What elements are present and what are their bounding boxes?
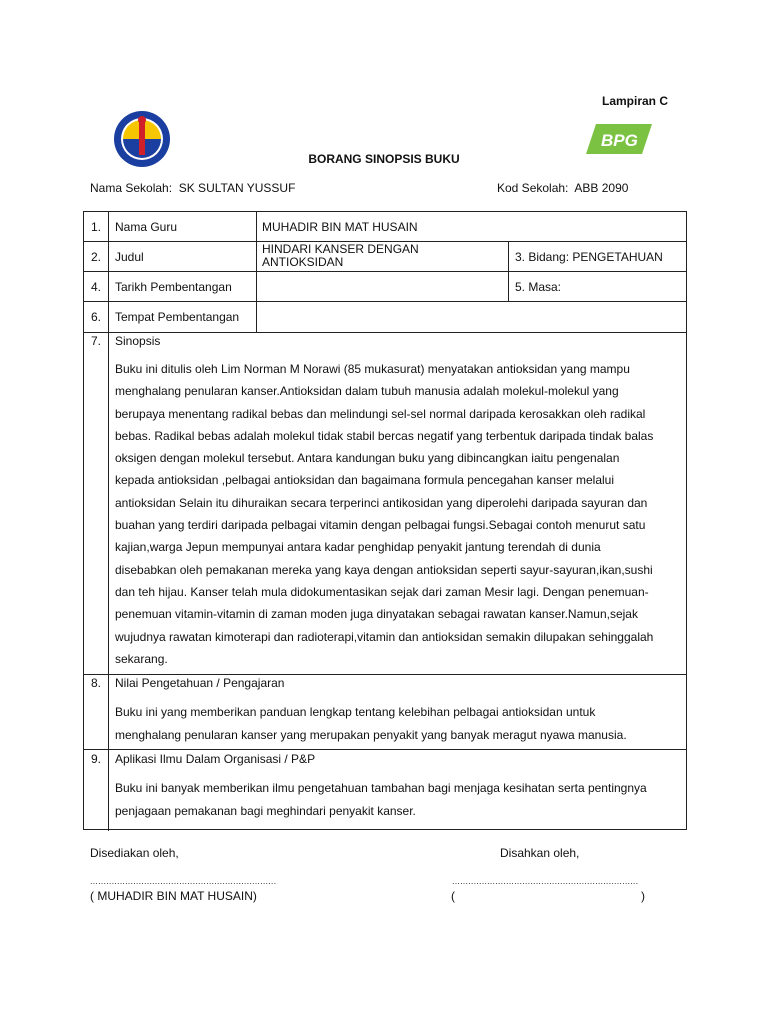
synopsis-line: Buku ini ditulis oleh Lim Norman M Norawi (85 mukasurat) menyatakan antioksidan yang mampu: [115, 362, 630, 376]
row-6-number: 6.: [91, 310, 102, 324]
synopsis-line: antioksidan Selain itu dihuraikan secara terperinci antikosidan yang diperolehi daripada sayuran dan: [115, 495, 648, 510]
teacher-name-value: MUHADIR BIN MAT HUSAIN: [262, 220, 418, 234]
synopsis-line: oksigen dengan molekul tersebut. Antara kandungan buku yang dibincangkan iaitu pengenalan: [115, 451, 620, 466]
approved-by-label: Disahkan oleh,: [500, 846, 580, 860]
prepared-by-name: ( MUHADIR BIN MAT HUSAIN): [90, 889, 257, 903]
application-line: penjagaan pemakanan bagi meghindari penyakit kanser.: [115, 803, 416, 818]
school-value: SK SULTAN YUSSUF: [178, 181, 296, 195]
code-value: ABB 2090: [574, 181, 629, 195]
school-name: [90, 181, 295, 195]
school-code: [497, 181, 628, 195]
lampiran-label: Lampiran C: [602, 94, 669, 108]
lesson-line: menghalang penularan kanser yang merupakan penyakit yang banyak meragut nyawa manusia.: [115, 727, 627, 742]
school-label: Nama Sekolah:: [90, 181, 173, 195]
form-title: BORANG SINOPSIS BUKU: [308, 152, 460, 166]
synopsis-line: kajian,warga Jepun mempunyai antara kadar penghidap penyakit jantung terendah di dunia: [115, 540, 601, 555]
synopsis-line: kepada antioksidan ,pelbagai antioksidan dan bagaimana formula pencegahan kanser melalui: [115, 473, 615, 488]
lesson-line: Buku ini yang memberikan panduan lengkap tentang kelebihan pelbagai antioksidan untuk: [115, 705, 596, 719]
code-label: Kod Sekolah:: [497, 181, 569, 195]
row-8-label: Nilai Pengetahuan / Pengajaran: [115, 676, 285, 690]
lesson-value-text: [115, 701, 682, 746]
title-value-line-1: HINDARI KANSER DENGAN: [262, 242, 419, 256]
row-1-label: Nama Guru: [115, 220, 178, 234]
application-text: [115, 777, 682, 822]
synopsis-line: wujudnya rawatan kimoterapi dan radioterapi,vitamin dan antioksidan semakin dilupakan sehinggalah: [115, 629, 654, 644]
row-2-label: Judul: [115, 250, 144, 264]
synopsis-line: disebabkan oleh pemakanan mereka yang kaya dengan antioksidan seperti sayur-sayuran,ikan,sushi: [115, 562, 653, 577]
row-6-label: Tempat Pembentangan: [115, 310, 240, 324]
row-1-number: 1.: [91, 220, 102, 234]
prepared-by-label: Disediakan oleh,: [90, 846, 179, 860]
synopsis-form-table: [83, 211, 687, 830]
approved-name-open: (: [451, 889, 455, 903]
synopsis-line: sekarang.: [115, 651, 168, 666]
synopsis-line: buahan yang terdiri daripada pelbagai vitamin dengan pelbagai fungsi.Sebagai contoh menurut satu: [115, 518, 646, 533]
synopsis-line: dan teh hijau. Kanser telah mula didokumentasikan sejak dari zaman Mesir lagi. Dengan penemuan-: [115, 584, 649, 599]
synopsis-line: penemuan vitamin-vitamin di zaman moden juga dinyatakan sebagai rawatan kanser.Namun,sejak: [115, 607, 638, 622]
row-7-number: 7.: [91, 334, 102, 348]
synopsis-text: [115, 358, 682, 670]
row-4-label: Tarikh Pembentangan: [115, 280, 232, 294]
approved-signature-line: .....................................................................: [452, 876, 639, 886]
row-4-number: 4.: [91, 280, 102, 294]
synopsis-line: bebas. Radikal bebas adalah molekul tidak stabil bercas negatif yang terbentuk daripada tindak balas: [115, 428, 654, 443]
row-7-label: Sinopsis: [115, 334, 161, 348]
prepared-signature-line: .....................................................................: [90, 876, 277, 886]
approved-name-close: ): [641, 889, 645, 903]
row-2-number: 2.: [91, 250, 102, 264]
row-8-number: 8.: [91, 676, 102, 690]
row-9-label: Aplikasi Ilmu Dalam Organisasi / P&P: [115, 752, 316, 766]
title-value-line-2: ANTIOKSIDAN: [262, 255, 344, 269]
synopsis-line: menghalang penularan kanser.Antioksidan dalam tubuh manusia adalah molekul-molekul yang: [115, 384, 619, 399]
synopsis-line: berupaya menentang radikal bebas dan melindungi sel-sel normal daripada kerosakkan oleh radikal: [115, 406, 646, 421]
row-9-number: 9.: [91, 752, 102, 766]
field-area-label: 3. Bidang: PENGETAHUAN: [515, 250, 663, 264]
time-label: 5. Masa:: [515, 280, 562, 294]
application-line: Buku ini banyak memberikan ilmu pengetahuan tambahan bagi menjaga kesihatan serta pentingnya: [115, 781, 647, 795]
svg-text:BPG: BPG: [601, 131, 638, 150]
